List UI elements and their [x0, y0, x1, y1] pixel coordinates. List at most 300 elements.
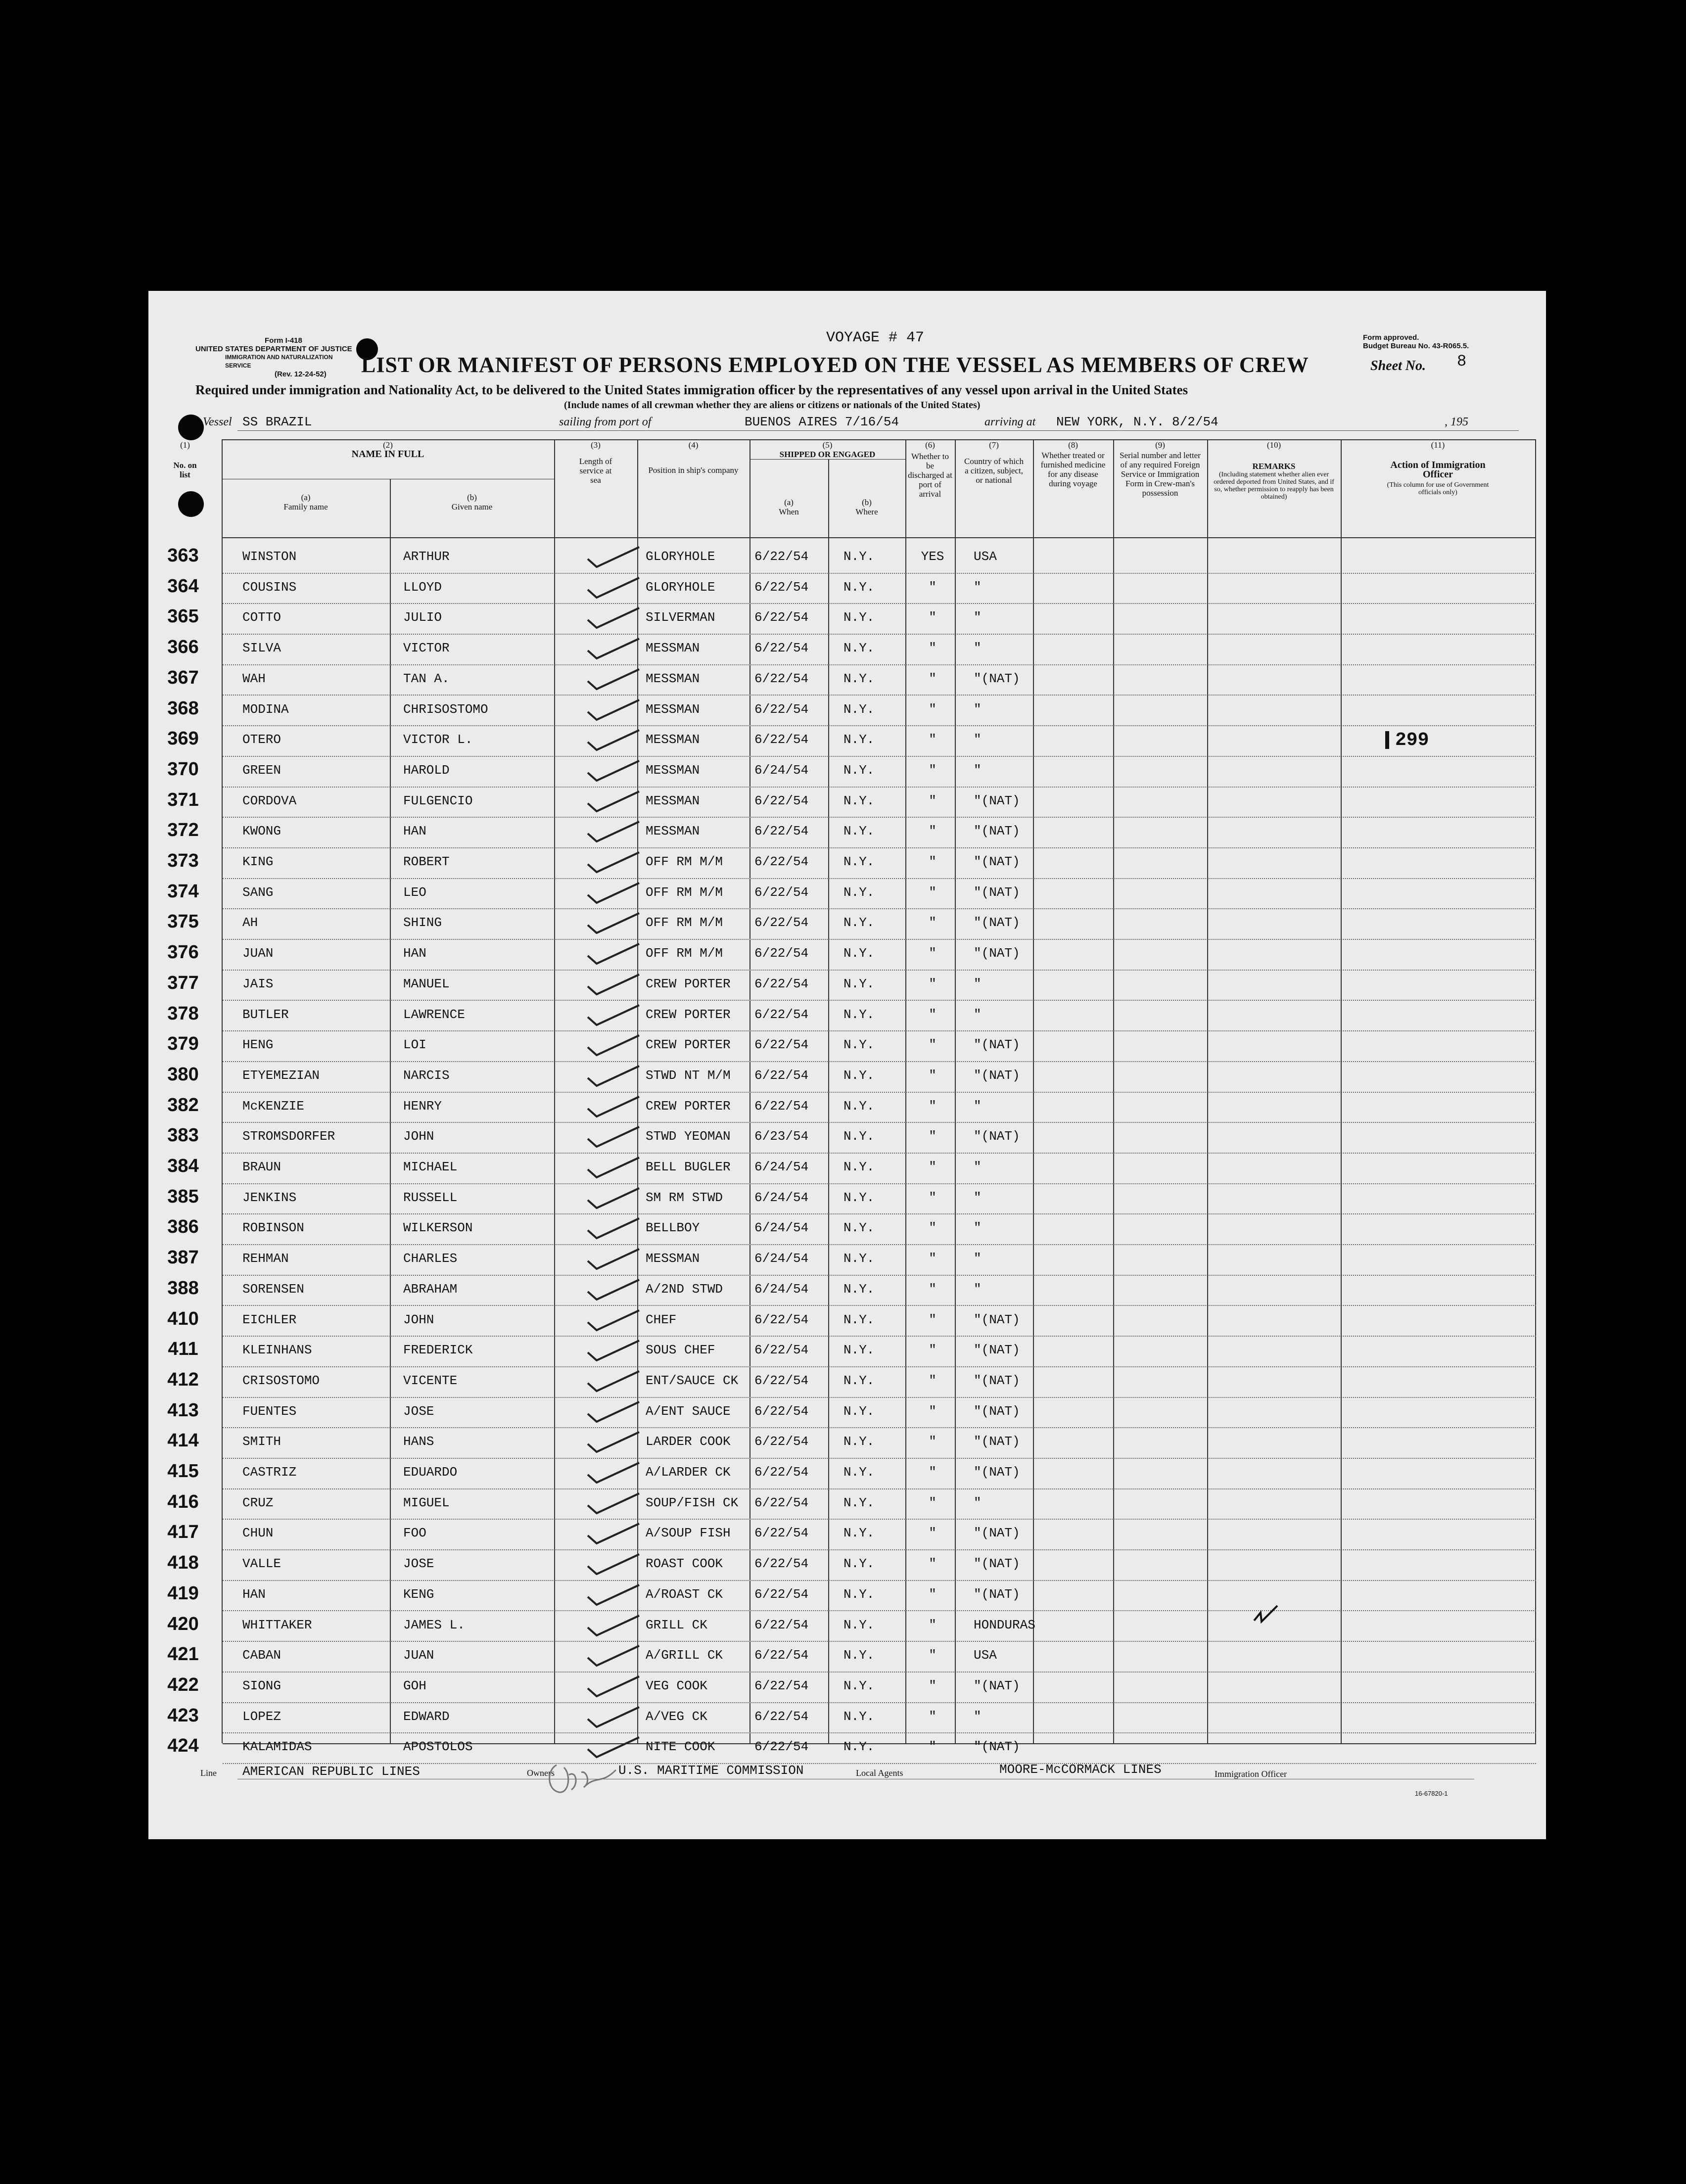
- check-mark-icon: [584, 637, 643, 660]
- line-number: 412: [167, 1369, 199, 1390]
- check-mark-icon: [584, 1003, 643, 1027]
- shipped-date: 6/22/54: [754, 549, 809, 564]
- shipped-port: N.Y.: [843, 1251, 875, 1266]
- discharge-status: ": [929, 579, 937, 595]
- table-row: [148, 1245, 1546, 1276]
- shipped-date: 6/24/54: [754, 1281, 809, 1297]
- given-name: VICTOR L.: [403, 732, 473, 747]
- citizenship: ": [974, 1220, 982, 1236]
- shipped-port: N.Y.: [843, 1586, 875, 1602]
- position: SILVERMAN: [646, 610, 715, 625]
- family-name: KING: [242, 854, 274, 869]
- check-mark-icon: [584, 545, 643, 569]
- line-number: 365: [167, 606, 199, 627]
- discharge-status: ": [929, 1678, 937, 1693]
- table-row: [148, 1093, 1546, 1123]
- discharge-status: ": [929, 1312, 937, 1327]
- shipped-port: N.Y.: [843, 610, 875, 625]
- position: CREW PORTER: [646, 976, 731, 991]
- citizenship: "(NAT): [974, 1586, 1020, 1602]
- table-row: [148, 1703, 1546, 1734]
- shipped-port: N.Y.: [843, 1160, 875, 1174]
- table-row: [148, 1733, 1546, 1764]
- given-name: HAROLD: [403, 762, 450, 778]
- shipped-port: N.Y.: [843, 1556, 875, 1572]
- citizenship: ": [974, 1190, 982, 1205]
- col5-label: SHIPPED OR ENGAGED: [779, 450, 876, 459]
- footer-owners-value: U.S. MARITIME COMMISSION: [618, 1763, 804, 1778]
- col10-number: (10): [1266, 440, 1281, 450]
- position: MESSMAN: [646, 762, 700, 778]
- shipped-date: 6/22/54: [754, 1098, 809, 1114]
- discharge-status: ": [929, 701, 937, 717]
- shipped-date: 6/22/54: [754, 854, 809, 869]
- given-name: MICHAEL: [403, 1160, 458, 1174]
- col2-number: (2): [383, 440, 393, 450]
- check-mark-icon: [584, 973, 643, 996]
- position: A/SOUP FISH: [646, 1526, 731, 1541]
- check-mark-icon: [584, 790, 643, 813]
- table-row: [148, 1642, 1546, 1673]
- table-row: [148, 909, 1546, 940]
- arriving-label: arriving at: [984, 416, 1036, 428]
- check-mark-icon: [584, 1491, 643, 1515]
- table-row: [148, 940, 1546, 971]
- discharge-status: ": [929, 1617, 937, 1632]
- family-name: FUENTES: [242, 1403, 297, 1419]
- check-mark-icon: [584, 1430, 643, 1454]
- given-name: HAN: [403, 824, 426, 839]
- position: A/VEG CK: [646, 1709, 707, 1724]
- check-mark-icon: [584, 1125, 643, 1149]
- shipped-port: N.Y.: [843, 1343, 875, 1358]
- line-number: 384: [167, 1156, 199, 1176]
- citizenship: ": [974, 579, 982, 595]
- line-number: 371: [167, 789, 199, 810]
- table-row: [148, 971, 1546, 1001]
- discharge-status: ": [929, 671, 937, 686]
- shipped-port: N.Y.: [843, 884, 875, 900]
- shipped-date: 6/22/54: [754, 793, 809, 808]
- voyage-number: VOYAGE # 47: [826, 329, 925, 346]
- family-name: JUAN: [242, 946, 274, 961]
- check-mark-icon: [584, 1583, 643, 1607]
- citizenship: ": [974, 976, 982, 991]
- line-number: 372: [167, 820, 199, 841]
- given-name: FULGENCIO: [403, 793, 473, 808]
- line-number: 386: [167, 1216, 199, 1238]
- shipped-date: 6/22/54: [754, 1068, 809, 1083]
- position: MESSMAN: [646, 732, 700, 747]
- vessel-name: SS BRAZIL: [242, 415, 312, 429]
- position: CREW PORTER: [646, 1098, 731, 1114]
- shipped-date: 6/24/54: [754, 1160, 809, 1174]
- binder-hole: [178, 415, 204, 440]
- line-number: 385: [167, 1186, 199, 1207]
- family-name: MODINA: [242, 701, 289, 717]
- given-name: JOHN: [403, 1312, 434, 1327]
- shipped-port: N.Y.: [843, 976, 875, 991]
- family-name: HENG: [242, 1037, 274, 1053]
- family-name: GREEN: [242, 762, 281, 778]
- line-number: 422: [167, 1674, 199, 1695]
- family-name: REHMAN: [242, 1251, 289, 1266]
- discharge-status: ": [929, 1739, 937, 1755]
- remarks-check-icon: [1252, 1602, 1281, 1626]
- given-name: SHING: [403, 915, 442, 930]
- form-code: 16-67820-1: [1415, 1790, 1448, 1797]
- position: ENT/SAUCE CK: [646, 1373, 739, 1388]
- shipped-date: 6/22/54: [754, 1739, 809, 1755]
- given-name: MANUEL: [403, 976, 450, 991]
- page-title: LIST OR MANIFEST OF PERSONS EMPLOYED ON THE VESSEL AS MEMBERS OF CREW: [361, 353, 1309, 377]
- shipped-date: 6/22/54: [754, 1343, 809, 1358]
- col5b-header: (b) Where: [855, 498, 878, 516]
- col10-label: REMARKS: [1252, 462, 1296, 471]
- line-number: 376: [167, 942, 199, 963]
- given-name: JOHN: [403, 1129, 434, 1144]
- shipped-date: 6/22/54: [754, 1586, 809, 1602]
- given-name: VICTOR: [403, 641, 450, 656]
- position: OFF RM M/M: [646, 946, 723, 961]
- given-name: CHARLES: [403, 1251, 458, 1266]
- arrival-port: NEW YORK, N.Y. 8/2/54: [1056, 415, 1218, 429]
- discharge-status: ": [929, 1098, 937, 1114]
- citizenship: "(NAT): [974, 1403, 1020, 1419]
- line-number: 410: [167, 1308, 199, 1329]
- shipped-date: 6/22/54: [754, 1434, 809, 1449]
- shipped-port: N.Y.: [843, 762, 875, 778]
- line-number: 424: [167, 1735, 199, 1757]
- position: BELL BUGLER: [646, 1160, 731, 1174]
- table-row: [148, 1489, 1546, 1520]
- given-name: HENRY: [403, 1098, 442, 1114]
- family-name: STROMSDORFER: [242, 1129, 335, 1144]
- shipped-date: 6/22/54: [754, 946, 809, 961]
- vessel-underline: [237, 430, 1519, 431]
- family-name: JAIS: [242, 976, 274, 991]
- shipped-port: N.Y.: [843, 1434, 875, 1449]
- discharge-status: ": [929, 1586, 937, 1602]
- check-mark-icon: [584, 728, 643, 752]
- col1-label: No. on list: [173, 461, 197, 479]
- col10-header: [1207, 440, 1341, 501]
- line-number: 375: [167, 911, 199, 932]
- position: A/2ND STWD: [646, 1281, 723, 1297]
- position: SOUS CHEF: [646, 1343, 715, 1358]
- footer-line-label: Line: [200, 1768, 217, 1778]
- family-name: HAN: [242, 1586, 266, 1602]
- col3-header: [554, 440, 637, 485]
- col1-number: (1): [180, 440, 190, 450]
- sailing-port: BUENOS AIRES 7/16/54: [745, 415, 899, 429]
- line-number: 378: [167, 1003, 199, 1024]
- citizenship: ": [974, 1709, 982, 1724]
- given-name: GOH: [403, 1678, 426, 1693]
- given-name: EDWARD: [403, 1709, 450, 1724]
- discharge-status: ": [929, 1251, 937, 1266]
- discharge-status: ": [929, 1343, 937, 1358]
- check-mark-icon: [584, 1247, 643, 1271]
- shipped-date: 6/22/54: [754, 1465, 809, 1480]
- given-name: JUAN: [403, 1648, 434, 1663]
- check-mark-icon: [584, 1522, 643, 1545]
- line-number: 373: [167, 850, 199, 871]
- line-number: 388: [167, 1277, 199, 1299]
- check-mark-icon: [584, 667, 643, 691]
- position: A/ROAST CK: [646, 1586, 723, 1602]
- col1-header: [148, 440, 222, 479]
- check-mark-icon: [584, 1705, 643, 1729]
- discharge-status: ": [929, 1190, 937, 1205]
- table-row: [148, 788, 1546, 818]
- given-name: FOO: [403, 1526, 426, 1541]
- citizenship: "(NAT): [974, 884, 1020, 900]
- shipped-port: N.Y.: [843, 824, 875, 839]
- family-name: COTTO: [242, 610, 281, 625]
- table-row: [148, 1612, 1546, 1642]
- citizenship: "(NAT): [974, 1129, 1020, 1144]
- subtitle-note: (Include names of all crewman whether they are aliens or citizens or nationals of the United States): [564, 400, 981, 411]
- line-number: 421: [167, 1644, 199, 1665]
- family-name: KALAMIDAS: [242, 1739, 312, 1755]
- line-number: 377: [167, 972, 199, 993]
- citizenship: "(NAT): [974, 824, 1020, 839]
- shipped-date: 6/22/54: [754, 1037, 809, 1053]
- line-number: 380: [167, 1064, 199, 1085]
- line-number: 382: [167, 1094, 199, 1115]
- check-mark-icon: [584, 1278, 643, 1301]
- shipped-port: N.Y.: [843, 1648, 875, 1663]
- given-name: APOSTOLOS: [403, 1739, 473, 1755]
- table-header-bottom: [223, 537, 1536, 538]
- table-row: [148, 543, 1546, 574]
- discharge-status: ": [929, 976, 937, 991]
- shipped-date: 6/22/54: [754, 701, 809, 717]
- col6-number: (6): [925, 440, 935, 450]
- shipped-date: 6/24/54: [754, 1251, 809, 1266]
- col5-header: [749, 440, 905, 459]
- form-number: Form I-418: [265, 336, 302, 345]
- col8-header: [1033, 440, 1113, 488]
- citizenship: "(NAT): [974, 854, 1020, 869]
- discharge-status: ": [929, 1160, 937, 1174]
- position: MESSMAN: [646, 1251, 700, 1266]
- position: SM RM STWD: [646, 1190, 723, 1205]
- shipped-date: 6/24/54: [754, 762, 809, 778]
- table-row: [148, 1062, 1546, 1093]
- check-mark-icon: [584, 820, 643, 843]
- citizenship: "(NAT): [974, 1373, 1020, 1388]
- position: MESSMAN: [646, 671, 700, 686]
- citizenship: USA: [974, 1648, 997, 1663]
- shipped-port: N.Y.: [843, 1526, 875, 1541]
- shipped-port: N.Y.: [843, 1068, 875, 1083]
- family-name: McKENZIE: [242, 1098, 304, 1114]
- position: A/GRILL CK: [646, 1648, 723, 1663]
- position: GLORYHOLE: [646, 549, 715, 564]
- family-name: CORDOVA: [242, 793, 297, 808]
- shipped-port: N.Y.: [843, 854, 875, 869]
- check-mark-icon: [584, 1339, 643, 1362]
- table-row: [148, 1184, 1546, 1215]
- shipped-date: 6/22/54: [754, 824, 809, 839]
- family-name: CABAN: [242, 1648, 281, 1663]
- shipped-port: N.Y.: [843, 1617, 875, 1632]
- line-number: 368: [167, 697, 199, 719]
- given-name: LOI: [403, 1037, 426, 1053]
- given-name: RUSSELL: [403, 1190, 458, 1205]
- family-name: BRAUN: [242, 1160, 281, 1174]
- family-name: OTERO: [242, 732, 281, 747]
- shipped-date: 6/22/54: [754, 1403, 809, 1419]
- position: LARDER COOK: [646, 1434, 731, 1449]
- col5a-header: (a) When: [779, 498, 799, 516]
- shipped-port: N.Y.: [843, 1739, 875, 1755]
- line-number: 414: [167, 1430, 199, 1451]
- line-number: 417: [167, 1522, 199, 1543]
- line-number: 370: [167, 758, 199, 780]
- check-mark-icon: [584, 1674, 643, 1698]
- col9-number: (9): [1155, 440, 1165, 450]
- col3-label: Length of service at sea: [579, 457, 612, 485]
- shipped-date: 6/22/54: [754, 579, 809, 595]
- family-name: AH: [242, 915, 258, 930]
- check-mark-icon: [584, 1400, 643, 1424]
- citizenship: "(NAT): [974, 1434, 1020, 1449]
- position: GRILL CK: [646, 1617, 707, 1632]
- check-mark-icon: [584, 911, 643, 935]
- shipped-port: N.Y.: [843, 1037, 875, 1053]
- handwritten-initials: [542, 1755, 631, 1800]
- department-name: UNITED STATES DEPARTMENT OF JUSTICE: [195, 345, 352, 353]
- family-name: ETYEMEZIAN: [242, 1068, 320, 1083]
- discharge-status: ": [929, 1526, 937, 1541]
- shipped-port: N.Y.: [843, 946, 875, 961]
- line-number: 419: [167, 1582, 199, 1604]
- discharge-status: ": [929, 824, 937, 839]
- position: OFF RM M/M: [646, 915, 723, 930]
- table-row: [148, 1154, 1546, 1184]
- line-number: 366: [167, 637, 199, 658]
- shipped-port: N.Y.: [843, 671, 875, 686]
- vessel-label: Vessel: [203, 416, 232, 428]
- col2b-header: (b) Given name: [451, 493, 493, 511]
- table-row: [148, 848, 1546, 879]
- given-name: WILKERSON: [403, 1220, 473, 1236]
- table-row: [148, 1306, 1546, 1337]
- shipped-date: 6/22/54: [754, 1556, 809, 1572]
- citizenship: ": [974, 762, 982, 778]
- citizenship: "(NAT): [974, 671, 1020, 686]
- col7-number: (7): [989, 440, 999, 450]
- shipped-port: N.Y.: [843, 1190, 875, 1205]
- shipped-port: N.Y.: [843, 732, 875, 747]
- service-name: IMMIGRATION AND NATURALIZATION SERVICE: [225, 354, 333, 369]
- footer-officer-label: Immigration Officer: [1215, 1769, 1287, 1779]
- shipped-port: N.Y.: [843, 793, 875, 808]
- citizenship: "(NAT): [974, 915, 1020, 930]
- discharge-status: ": [929, 1403, 937, 1419]
- position: ROAST COOK: [646, 1556, 723, 1572]
- line-number: 423: [167, 1705, 199, 1726]
- given-name: HAN: [403, 946, 426, 961]
- discharge-status: ": [929, 915, 937, 930]
- position: A/LARDER CK: [646, 1465, 731, 1480]
- check-mark-icon: [584, 1186, 643, 1210]
- shipped-date: 6/22/54: [754, 1648, 809, 1663]
- shipped-port: N.Y.: [843, 1098, 875, 1114]
- citizenship: ": [974, 1251, 982, 1266]
- shipped-port: N.Y.: [843, 1678, 875, 1693]
- table-row: [148, 1459, 1546, 1489]
- line-number: 416: [167, 1491, 199, 1512]
- discharge-status: ": [929, 732, 937, 747]
- table-row: [148, 574, 1546, 604]
- citizenship: ": [974, 641, 982, 656]
- table-row: [148, 1337, 1546, 1367]
- form-revision: (Rev. 12-24-52): [275, 370, 327, 378]
- given-name: KENG: [403, 1586, 434, 1602]
- citizenship: "(NAT): [974, 793, 1020, 808]
- citizenship: ": [974, 1281, 982, 1297]
- table-row: [148, 1001, 1546, 1032]
- family-name: KWONG: [242, 824, 281, 839]
- given-name: EDUARDO: [403, 1465, 458, 1480]
- given-name: FREDERICK: [403, 1343, 473, 1358]
- shipped-port: N.Y.: [843, 701, 875, 717]
- discharge-status: ": [929, 762, 937, 778]
- shipped-date: 6/22/54: [754, 610, 809, 625]
- discharge-status: ": [929, 641, 937, 656]
- shipped-date: 6/22/54: [754, 1312, 809, 1327]
- given-name: LAWRENCE: [403, 1007, 465, 1022]
- col2-label: NAME IN FULL: [351, 449, 424, 460]
- citizenship: USA: [974, 549, 997, 564]
- shipped-port: N.Y.: [843, 1495, 875, 1510]
- check-mark-icon: [584, 1095, 643, 1118]
- given-name: ARTHUR: [403, 549, 450, 564]
- shipped-date: 6/24/54: [754, 1220, 809, 1236]
- shipped-subheader-line: [749, 459, 905, 460]
- table-row: [148, 879, 1546, 910]
- approved-line: Form approved.: [1363, 333, 1419, 342]
- shipped-port: N.Y.: [843, 1281, 875, 1297]
- table-row: [148, 665, 1546, 696]
- family-name: SIONG: [242, 1678, 281, 1693]
- family-name: JENKINS: [242, 1190, 297, 1205]
- check-mark-icon: [584, 850, 643, 874]
- check-mark-icon: [584, 942, 643, 966]
- table-row: [148, 635, 1546, 665]
- given-name: JOSE: [403, 1403, 434, 1419]
- family-name: CHUN: [242, 1526, 274, 1541]
- line-number: 364: [167, 575, 199, 597]
- discharge-status: ": [929, 1129, 937, 1144]
- given-name: LLOYD: [403, 579, 442, 595]
- subtitle: Required under immigration and Nationality Act, to be delivered to the United States immigration officer by the representatives of any vessel upon arrival in the United States: [195, 382, 1188, 397]
- shipped-port: N.Y.: [843, 1007, 875, 1022]
- line-number: 413: [167, 1399, 199, 1421]
- col11-note: (This column for use of Government officials only): [1387, 481, 1489, 496]
- discharge-status: ": [929, 1434, 937, 1449]
- shipped-port: N.Y.: [843, 1312, 875, 1327]
- shipped-port: N.Y.: [843, 1465, 875, 1480]
- col8-label: Whether treated or furnished medicine for any disease during voyage: [1040, 451, 1106, 488]
- col4-header: [637, 440, 749, 475]
- shipped-port: N.Y.: [843, 549, 875, 564]
- check-mark-icon: [584, 1461, 643, 1485]
